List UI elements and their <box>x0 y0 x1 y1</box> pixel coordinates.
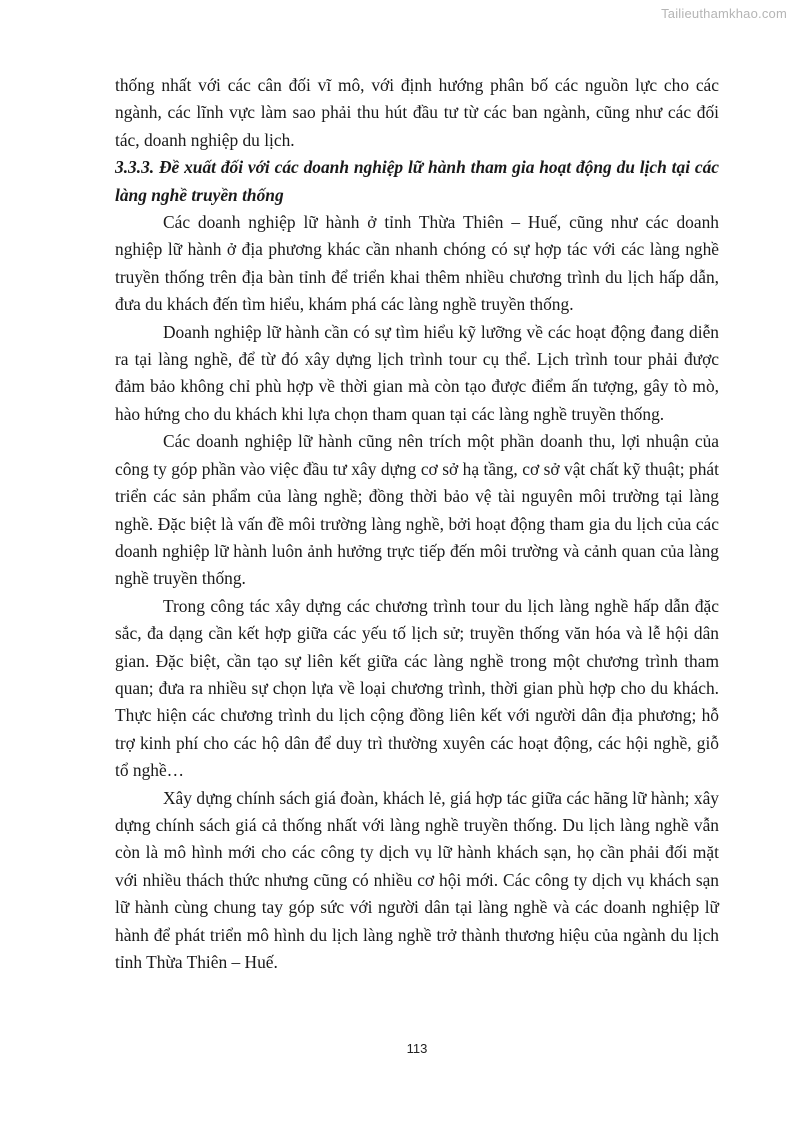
body-paragraph-5: Xây dựng chính sách giá đoàn, khách lẻ, giá hợp tác giữa các hãng lữ hành; xây dựng chính sách giá cả thống nhất với làng nghề truyền thống. Du lịch làng nghề vẫn còn là mô hình mới cho các công ty dịch vụ lữ hành khách sạn, họ cần phải đối mặt với nhiều thách thức nhưng cũng có nhiều cơ hội mới. Các công ty dịch vụ khách sạn lữ hành cùng chung tay góp sức với người dân tại làng nghề và các doanh nghiệp lữ hành để phát triển mô hình du lịch làng nghề trở thành thương hiệu của ngành du lịch tỉnh Thừa Thiên – Huế. <box>115 787 719 972</box>
watermark-text: Tailieuthamkhao.com <box>661 6 787 21</box>
body-paragraph-3: Các doanh nghiệp lữ hành cũng nên trích một phần doanh thu, lợi nhuận của công ty góp phần vào việc đầu tư xây dựng cơ sở hạ tầng, cơ sở vật chất kỹ thuật; phát triển các sản phẩm của làng nghề; đồng thời bảo vệ tài nguyên môi trường tại làng nghề. Đặc biệt là vấn đề môi trường làng nghề, bởi hoạt động tham gia du lịch của các doanh nghiệp lữ hành luôn ảnh hưởng trực tiếp đến môi trường và cảnh quan của làng nghề truyền thống. <box>115 431 719 589</box>
section-heading: 3.3.3. Đề xuất đối với các doanh nghiệp lữ hành tham gia hoạt động du lịch tại các làng nghề truyền thống <box>115 157 719 205</box>
body-paragraph-2: Doanh nghiệp lữ hành cần có sự tìm hiểu kỹ lưỡng về các hoạt động đang diễn ra tại làng nghề, để từ đó xây dựng lịch trình tour cụ thể. Lịch trình tour phải được đảm bảo không chỉ phù hợp về thời gian mà còn tạo được điểm ấn tượng, gây tò mò, hào hứng cho du khách khi lựa chọn tham quan tại các làng nghề truyền thống. <box>115 321 719 424</box>
page-number: 113 <box>406 1041 428 1056</box>
document-page <box>115 72 719 976</box>
intro-paragraph: thống nhất với các cân đối vĩ mô, với định hướng phân bố các nguồn lực cho các ngành, các lĩnh vực làm sao phải thu hút đầu tư từ các ban ngành, cũng như các đối tác, doanh nghiệp du lịch. <box>115 75 719 150</box>
body-paragraph-4: Trong công tác xây dựng các chương trình tour du lịch làng nghề hấp dẫn đặc sắc, đa dạng cần kết hợp giữa các yếu tố lịch sử; truyền thống văn hóa và lễ hội dân gian. Đặc biệt, cần tạo sự liên kết giữa các làng nghề trong một chương trình tham quan; đưa ra nhiều sự chọn lựa về loại chương trình, thời gian phù hợp cho du khách. Thực hiện các chương trình du lịch cộng đồng liên kết với người dân địa phương; hỗ trợ kinh phí cho các hộ dân để duy trì thường xuyên các hoạt động, các hội nghề, giỗ tổ nghề… <box>115 595 719 781</box>
body-paragraph-1: Các doanh nghiệp lữ hành ở tỉnh Thừa Thiên – Huế, cũng như các doanh nghiệp lữ hành ở địa phương khác cần nhanh chóng có sự hợp tác với các làng nghề truyền thống trên địa bàn tỉnh để triển khai thêm nhiều chương trình du lịch hấp dẫn, đưa du khách đến tìm hiểu, khám phá các làng nghề truyền thống. <box>115 212 719 315</box>
